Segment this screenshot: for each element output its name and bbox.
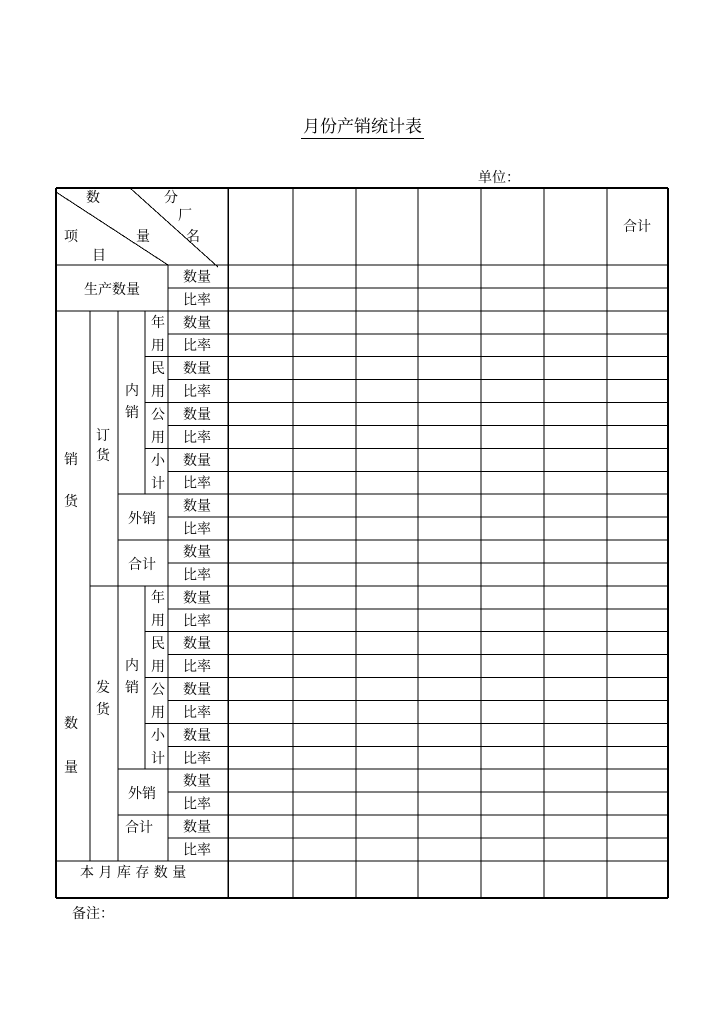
ratio-label: 比率 xyxy=(183,475,211,492)
ratio-label: 比率 xyxy=(183,338,211,355)
domestic-ship-char-1: 内 xyxy=(125,658,139,674)
inventory-label: 本 月 库 存 数 量 xyxy=(80,865,187,881)
qty-label: 数量 xyxy=(183,315,211,332)
order-subtotal-2: 计 xyxy=(151,476,165,492)
ratio-label: 比率 xyxy=(183,659,211,676)
qty-label: 数量 xyxy=(183,498,211,515)
ship-char-1: 发 xyxy=(96,680,110,696)
ship-public-1: 公 xyxy=(151,682,165,698)
order-subtotal-1: 小 xyxy=(151,453,165,469)
qty-label: 数量 xyxy=(183,406,211,423)
ship-export-label: 外销 xyxy=(128,786,156,802)
header-diag-mu: 目 xyxy=(92,248,106,264)
qty-label: 数量 xyxy=(183,269,211,286)
order-char-2: 货 xyxy=(96,448,110,464)
order-civil-1: 民 xyxy=(151,361,165,377)
order-year-1: 年 xyxy=(151,315,165,331)
sales-qty-char-1: 销 xyxy=(64,452,78,468)
qty-label: 数量 xyxy=(183,361,211,378)
domestic-order-char-2: 销 xyxy=(125,405,139,421)
ship-sum-label: 合计 xyxy=(125,820,153,836)
header-diag-shu: 数 xyxy=(86,190,100,206)
sales-qty-char-3: 数 xyxy=(64,716,78,732)
sales-qty-char-2: 货 xyxy=(64,494,78,510)
domestic-order-char-1: 内 xyxy=(125,383,139,399)
order-char-1: 订 xyxy=(96,428,110,444)
qty-label: 数量 xyxy=(183,636,211,653)
header-diag-liang: 量 xyxy=(136,229,150,245)
order-export-label: 外销 xyxy=(128,511,156,527)
ratio-label: 比率 xyxy=(183,796,211,813)
ship-year-1: 年 xyxy=(151,590,165,606)
order-year-2: 用 xyxy=(151,338,165,354)
unit-label: 单位： xyxy=(478,170,520,186)
ratio-label: 比率 xyxy=(183,842,211,859)
header-diag-fen: 分 xyxy=(164,190,178,206)
ship-civil-2: 用 xyxy=(151,659,165,675)
qty-label: 数量 xyxy=(183,727,211,744)
ratio-label: 比率 xyxy=(183,521,211,538)
qty-label: 数量 xyxy=(183,544,211,561)
order-sum-label: 合计 xyxy=(128,557,156,573)
ship-year-2: 用 xyxy=(151,613,165,629)
ship-char-2: 货 xyxy=(96,702,110,718)
qty-label: 数量 xyxy=(183,682,211,699)
document-title-text: 月份产销统计表 xyxy=(303,117,422,137)
qty-label: 数量 xyxy=(183,590,211,607)
ratio-label: 比率 xyxy=(183,292,211,309)
ship-civil-1: 民 xyxy=(151,636,165,652)
header-diag-xiang: 项 xyxy=(64,229,78,245)
sales-qty-char-4: 量 xyxy=(64,760,78,776)
order-public-2: 用 xyxy=(151,430,165,446)
ship-subtotal-1: 小 xyxy=(151,728,165,744)
ship-public-2: 用 xyxy=(151,705,165,721)
order-public-1: 公 xyxy=(151,407,165,423)
qty-label: 数量 xyxy=(183,819,211,836)
header-diag-chang: 厂 xyxy=(178,208,192,224)
header-total: 合计 xyxy=(623,219,651,235)
domestic-ship-char-2: 销 xyxy=(125,680,139,696)
production-label: 生产数量 xyxy=(84,282,140,298)
qty-label: 数量 xyxy=(183,773,211,790)
ratio-label: 比率 xyxy=(183,750,211,767)
ratio-label: 比率 xyxy=(183,567,211,584)
note-label: 备注： xyxy=(72,906,114,922)
qty-label: 数量 xyxy=(183,452,211,469)
ratio-label: 比率 xyxy=(183,429,211,446)
ratio-label: 比率 xyxy=(183,613,211,630)
ship-subtotal-2: 计 xyxy=(151,751,165,767)
header-diag-ming: 名 xyxy=(186,229,200,245)
ratio-label: 比率 xyxy=(183,384,211,401)
order-civil-2: 用 xyxy=(151,384,165,400)
ratio-label: 比率 xyxy=(183,704,211,721)
